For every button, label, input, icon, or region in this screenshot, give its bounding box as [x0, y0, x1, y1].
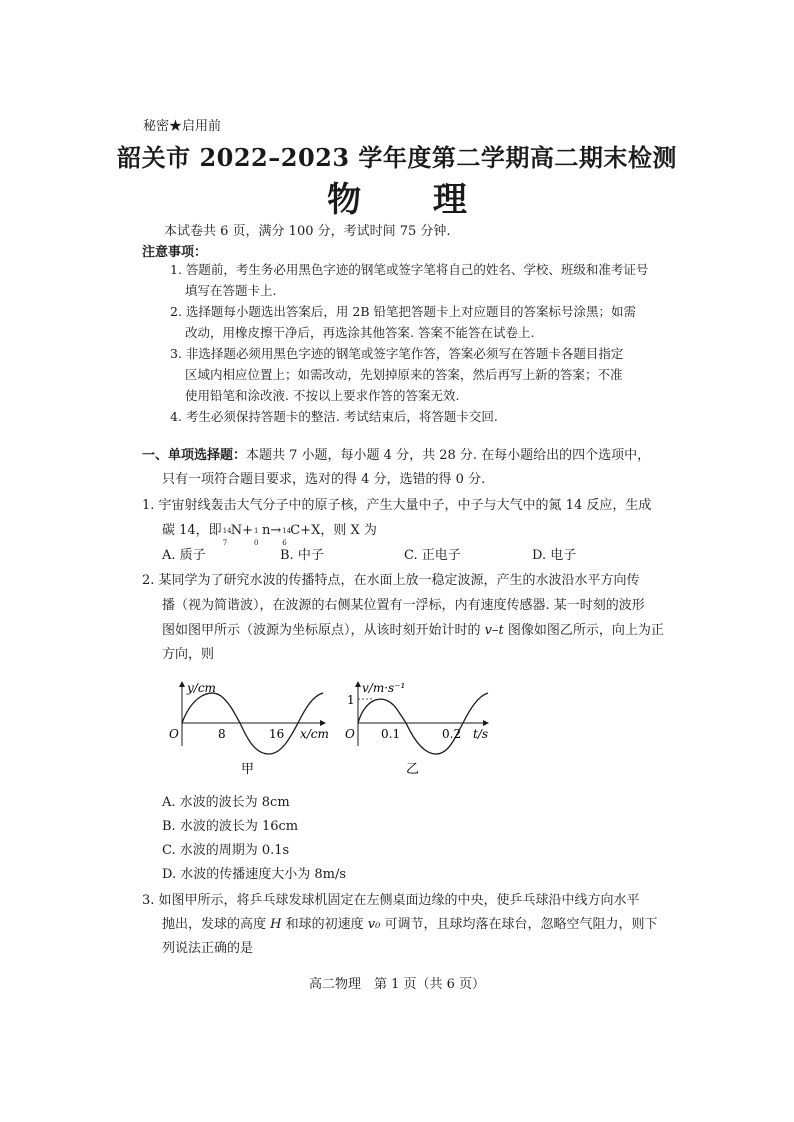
- section-1-heading: [142, 444, 650, 463]
- section-1-title: 一、单项选择题：: [142, 448, 247, 463]
- q3-line-2-mid: 和球的初速度: [281, 917, 368, 932]
- page-footer: 高二物理 第 1 页（共 6 页）: [308, 977, 486, 992]
- q2-line-4: 方向，则: [162, 647, 215, 662]
- q2-option-c: C. 水波的周期为 0.1s: [162, 843, 290, 858]
- notice-item-3-line-3: 使用铅笔和涂改液. 不按以上要求作答的答案无效.: [185, 388, 460, 403]
- q2-option-b: B. 水波的波长为 16cm: [162, 819, 299, 834]
- q3-line-2-pre: 抛出，发球的高度: [162, 917, 271, 932]
- q1-option-b: B. 中子: [280, 548, 324, 563]
- yi-tick-1: 1: [347, 693, 355, 707]
- q1-line-2-post: ，则 X 为: [320, 523, 377, 538]
- jia-caption: 甲: [241, 762, 255, 776]
- q2-figures: [160, 676, 500, 776]
- exam-info: 本试卷共 6 页，满分 100 分，考试时间 75 分钟.: [164, 224, 451, 239]
- q1-option-c: C. 正电子: [404, 548, 461, 563]
- yi-origin: O: [345, 727, 355, 741]
- q1-option-a: A. 质子: [162, 548, 206, 563]
- subject-title: 物 理: [327, 180, 497, 220]
- section-1-desc-1: 本题共 7 小题，每小题 4 分，共 28 分. 在每小题给出的四个选项中，: [246, 448, 651, 463]
- q3-line-1: 3. 如图甲所示，将乒乓球发球机固定在左侧桌面边缘的中央，使乒乓球沿中线方向水平: [142, 893, 640, 908]
- q2-line-3-post: 图像如图乙所示，向上为正: [503, 623, 664, 638]
- exam-title: 韶关市 2022–2023 学年度第二学期高二期末检测: [117, 143, 677, 172]
- q3-line-2-post: 可调节，且球均落在球台，忽略空气阻力，则下: [380, 917, 658, 932]
- yi-caption: 乙: [406, 762, 420, 776]
- q1-line-2-pre: 碳 14，即: [162, 523, 222, 538]
- secret-mark: 秘密★启用前: [143, 119, 222, 134]
- q1-line-1: 1. 宇宙射线轰击大气分子中的原子核，产生大量中子，中子与大气中的氮 14 反应，生成: [142, 498, 652, 513]
- notice-item-3-line-2: 区域内相应位置上；如需改动，先划掉原来的答案，然后再写上新的答案；不准: [185, 367, 623, 382]
- jia-tick-8: 8: [218, 727, 226, 741]
- q2-option-d: D. 水波的传播速度大小为 8m/s: [162, 867, 347, 882]
- q2-option-a: A. 水波的波长为 8cm: [162, 795, 290, 810]
- yi-x-label: t/s: [473, 727, 489, 741]
- wave-graph-jia: [169, 681, 329, 776]
- q2-vt-symbol: v–t: [484, 623, 504, 638]
- jia-tick-16: 16: [269, 727, 285, 741]
- notice-heading: 注意事项：: [142, 245, 208, 260]
- notice-item-4-line-1: 4. 考生必须保持答题卡的整洁. 考试结束后，将答题卡交回.: [170, 409, 498, 424]
- jia-origin: O: [169, 727, 179, 741]
- jia-x-label: x/cm: [300, 727, 329, 741]
- velocity-graph-yi: [345, 681, 488, 776]
- notice-item-2-line-1: 2. 选择题每小题选出答案后，用 2B 铅笔把答题卡上对应题目的答案标号涂黑；如需: [170, 304, 636, 319]
- q3-height-symbol: H: [270, 917, 282, 932]
- section-1-desc-2: 只有一项符合题目要求，选对的得 4 分，选错的得 0 分.: [162, 472, 486, 487]
- notice-item-3-line-1: 3. 非选择题必须用黑色字迹的钢笔或签字笔作答，答案必须写在答题卡各题目指定: [170, 346, 624, 361]
- jia-y-label: y/cm: [187, 681, 216, 695]
- notice-item-1-line-1: 1. 答题前，考生务必用黑色字迹的钢笔或签字笔将自己的姓名、学校、班级和准考证号: [170, 262, 649, 277]
- q3-velocity-symbol: v₀: [367, 917, 381, 932]
- q2-line-1: 2. 某同学为了研究水波的传播特点，在水面上放一稳定波源，产生的水波沿水平方向传: [142, 573, 640, 588]
- q2-line-2: 播（视为简谐波），在波源的右侧某位置有一浮标，内有速度传感器. 某一时刻的波形: [162, 598, 645, 613]
- nitrogen-symbol: N+: [230, 523, 253, 538]
- neutron-symbol: n→: [261, 523, 282, 538]
- q3-line-2: [162, 913, 657, 932]
- carbon-symbol: C+X: [290, 523, 321, 538]
- q1-option-d: D. 电子: [532, 548, 577, 563]
- q2-line-3: [162, 619, 664, 638]
- yi-tick-0-1: 0.1: [381, 727, 401, 741]
- yi-tick-0-2: 0.2: [442, 727, 462, 741]
- notice-item-2-line-2: 改动，用橡皮擦干净后，再选涂其他答案. 答案不能答在试卷上.: [185, 325, 535, 340]
- notice-item-1-line-2: 填写在答题卡上.: [185, 283, 277, 298]
- q3-line-3: 列说法正确的是: [162, 941, 254, 956]
- q1-line-2: 碳 14，即 14 7 N+ 1 0 n→ 14 6 C+X，则 X 为: [162, 523, 377, 547]
- q2-line-3-pre: 图如图甲所示（波源为坐标原点），从该时刻开始计时的: [162, 623, 485, 638]
- yi-y-label: v/m·s⁻¹: [362, 681, 406, 695]
